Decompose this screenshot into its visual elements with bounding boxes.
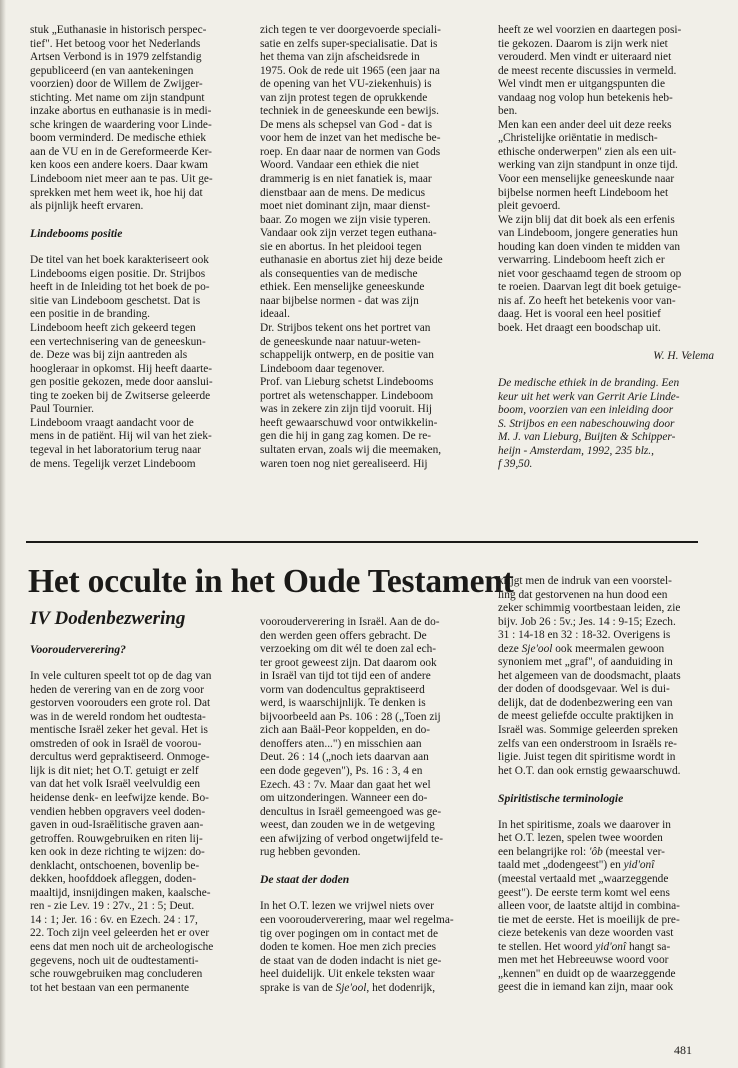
text-line: ling dat gestorvenen na hun dood een xyxy=(498,588,668,601)
text-line: (meestal vertaald met „waarzeggende xyxy=(498,873,669,886)
text-line: „kennen" en duidt op de waarzeggende xyxy=(498,967,676,980)
article-title: Het occulte in het Oude Testament xyxy=(28,563,514,600)
text-line: aan de VU en in de Gereformeerde Ker- xyxy=(30,145,212,158)
text-line: geest die in iemand kan zijn, maar ook xyxy=(498,981,674,994)
text-line: dienstbaar aan de mens. De medicus xyxy=(260,186,426,199)
text-line: heel duidelijk. Uit enkele teksten waar xyxy=(260,968,435,981)
text-line: niet voor geschaamd tegen de stroom op xyxy=(498,267,682,280)
binding-shadow xyxy=(0,0,6,1068)
text-line: M. J. van Lieburg, Buijten & Schipper- xyxy=(498,431,676,444)
text-line: mens in de patiënt. Hij wil van het ziek- xyxy=(30,430,212,443)
review-col2-text xyxy=(260,24,480,471)
text-line: baar. Zo mogen we zijn visie typeren. xyxy=(260,213,431,226)
text-line: f 39,50. xyxy=(498,458,533,471)
text-line: in Israël van tijd tot tijd een of andere xyxy=(260,670,431,683)
text-line: delijk, dat de dodenbezwering een van xyxy=(498,696,673,709)
text-line: ethische onderwerpen" zien als een uit- xyxy=(498,145,677,158)
text-line: verwarring. Lindeboom heeft zich er xyxy=(498,254,665,267)
text-line: sitie van Lindeboom geschetst. Dat is xyxy=(30,294,201,307)
text-line: werking van zijn standpunt in onze tijd. xyxy=(498,159,678,172)
text-line: werd, is waarschijnlijk. Te denken is xyxy=(260,697,426,710)
text-line: was in zekere zin zijn tijd vooruit. Hij xyxy=(260,403,433,416)
text-line: de. Deze was bij zijn aantreden als xyxy=(30,349,188,362)
text-line: bijv. Job 26 : 5v.; Jes. 14 : 9-15; Ezech. xyxy=(498,615,676,628)
text-line: denoffers aten...") en misschien aan xyxy=(260,737,422,750)
text-line: 31 : 14-18 en 32 : 18-32. Overigens is xyxy=(498,629,671,642)
book-reference xyxy=(498,377,714,472)
author-signature: W. H. Velema xyxy=(653,349,714,362)
text-line: heijn - Amsterdam, 1992, 235 blz., xyxy=(498,444,654,457)
article-col1-text xyxy=(30,670,240,995)
text-line: houding kan doen vinden te midden van xyxy=(498,240,681,253)
text-line: de geneeskunde naar natuur-weten- xyxy=(260,335,421,348)
text-line: gegevens, noch uit de oudtestamenti- xyxy=(30,954,199,967)
text-line: Voor een menselijke geneeskunde naar xyxy=(498,173,675,186)
text-line: In het O.T. lezen we vrijwel niets over xyxy=(260,900,434,913)
text-line: boom, voorzien van een inleiding door xyxy=(498,404,674,417)
text-line: Israël was. Sommige geleerden spreken xyxy=(498,724,678,737)
text-line: het algemeen van de doodsmacht, plaats xyxy=(498,669,681,682)
text-line: verzoeking om dit wél te doen zal ech- xyxy=(260,643,437,656)
text-line: boom verminderd. De medische ethiek xyxy=(30,132,207,145)
text-line: Vandaar ook zijn verzet tegen euthana- xyxy=(260,227,437,240)
text-line: ligie. Juist tegen dit spiritisme wordt in xyxy=(498,751,676,764)
text-line: synoniem met „graf", of aanduiding in xyxy=(498,656,673,669)
text-line: 14 : 1; Jer. 16 : 6v. en Ezech. 24 : 17, xyxy=(30,913,198,926)
text-line: men met het Hebreeuwse woord voor xyxy=(498,954,669,967)
review-col3-text xyxy=(498,24,714,336)
text-line: boek. Het draagt een boodschap uit. xyxy=(498,322,661,335)
text-line: gaven in oud-Israëlitische graven aan- xyxy=(30,819,204,832)
text-line: tie met de eerste. Het is moeilijk de pre- xyxy=(498,913,680,926)
text-line: heden de verering van en de zorg voor xyxy=(30,683,204,696)
text-line: het thema van zijn afscheidsrede in xyxy=(260,51,420,64)
text-line: eens dat men noch uit de archeologische xyxy=(30,941,214,954)
text-line: Prof. van Lieburg schetst Lindebooms xyxy=(260,376,434,389)
text-line: keur uit het werk van Gerrit Arie Linde- xyxy=(498,390,680,403)
text-line: gen die hij in gang zag komen. De re- xyxy=(260,430,432,443)
text-line: om uitzonderingen. Wanneer een do- xyxy=(260,792,428,805)
text-line: mentische Israël zeker het geval. Het is xyxy=(30,724,208,737)
text-line: „Christelijke oriëntatie in medisch- xyxy=(498,132,658,145)
article-col3-para1a xyxy=(498,575,714,643)
text-line: een dode gegeven"), Ps. 16 : 3, 4 en xyxy=(260,765,423,778)
text-line: Men kan een ander deel uit deze reeks xyxy=(498,118,672,131)
text-line: Ezech. 43 : 7v. Maar dan gaat het wel xyxy=(260,778,431,791)
text-line: de staat van de doden indacht is niet ge- xyxy=(260,954,442,967)
text-line: inzake abortus en euthanasie is in medi- xyxy=(30,105,212,118)
text-line: Lindeboom heeft zich gekeerd tegen xyxy=(30,322,196,335)
text-line: bijvoorbeeld aan Ps. 106 : 28 („Toen zij xyxy=(260,710,441,723)
text-line: cieze betekenis van deze woorden vast xyxy=(498,927,674,940)
text-line: Paul Tournier. xyxy=(30,403,94,416)
review-col1-para1 xyxy=(30,24,240,214)
text-line: gepubliceerd (en van aantekeningen xyxy=(30,64,194,77)
article-col2-para1 xyxy=(260,616,480,860)
text-line: van Lindeboom, jongere generaties hun xyxy=(498,227,678,240)
subheading-spiritistische-terminologie: Spiritistische terminologie xyxy=(498,791,624,805)
text-line: We zijn blij dat dit boek als een erfenis xyxy=(498,213,675,226)
text-line: zich aan Baäl-Peor koppelden, en do- xyxy=(260,724,431,737)
text-line: Wel vindt men er uitgangspunten die xyxy=(498,78,665,91)
text-line: satie en zelfs super-specialisatie. Dat is xyxy=(260,37,438,50)
text-line: als consequenties van de medische xyxy=(260,267,418,280)
text-line: ethiek. Een menselijke geneeskunde xyxy=(260,281,425,294)
text-line: te stellen. Het woord yid'onî hangt sa- xyxy=(498,940,671,953)
text-line: een belangrijke rol: 'ôb (meestal ver- xyxy=(498,845,665,858)
text-line: de mens. Tegelijk verzet Lindeboom xyxy=(30,457,196,470)
text-line: getroffen. Rouwgebruiken en riten lij- xyxy=(30,832,203,845)
text-line: Artsen Verbond is in 1979 zelfstandig xyxy=(30,51,202,64)
text-line: vorm van dodencultus gepraktiseerd xyxy=(260,683,425,696)
text-line: zich tegen te ver doorgevoerde speciali- xyxy=(260,24,441,36)
article-column-2 xyxy=(260,616,480,995)
text-line: Lindeboom vraagt aandacht voor de xyxy=(30,416,194,429)
text-line: heeft gewaarschuwd voor ontwikkelin- xyxy=(260,416,438,429)
text-line: De medische ethiek in de branding. Een xyxy=(498,377,680,390)
text-line: Woord. Vandaar een ethiek die niet xyxy=(260,159,419,172)
text-line: dercultus werd gepraktiseerd. Onmoge- xyxy=(30,751,210,764)
text-line: tief". Het betoog voor het Nederlands xyxy=(30,37,201,50)
text-line: een vertechnisering van de geneeskun- xyxy=(30,335,206,348)
text-line: der doden of doodsgevaar. Wel is dui- xyxy=(498,683,670,696)
text-line: In vele culturen speelt tot op de dag van xyxy=(30,670,212,683)
text-line: tegeval in het laboratorium terug naar xyxy=(30,443,202,456)
text-line: tie gekozen. Daarom is zijn werk niet xyxy=(498,37,668,50)
text-line: van zijn protest tegen de oprukkende xyxy=(260,91,428,104)
text-line: sie en abortus. In het pleidooi tegen xyxy=(260,240,422,253)
text-line: heeft ze wel voorzien en daartegen posi- xyxy=(498,24,682,36)
text-line: Lindebooms eigen positie. Dr. Strijbos xyxy=(30,267,206,280)
article-column-3 xyxy=(498,575,714,995)
text-line: ter groot geweest zijn. Dat daarom ook xyxy=(260,656,437,669)
text-line: daag. Het is vooral een heel positief xyxy=(498,308,661,321)
text-line: portret als wetenschapper. Lindeboom xyxy=(260,389,434,402)
text-line: tot het bestaan van een permanente xyxy=(30,981,190,994)
text-line: S. Strijbos en een nabeschouwing door xyxy=(498,417,675,430)
text-line: ideaal. xyxy=(260,308,290,321)
text-line: den werden geen offers gebracht. De xyxy=(260,629,427,642)
text-line: stichting. Met name om zijn standpunt xyxy=(30,91,205,104)
text-line: techniek in de geneeskunde een bewijs. xyxy=(260,105,439,118)
text-line: voorouderverering in Israël. Aan de do- xyxy=(260,616,440,628)
text-line: ken ook in deze richting te wijzen: do- xyxy=(30,846,205,859)
text-line: sprekken met hem weet ik, hoe hij dat xyxy=(30,186,203,199)
text-line: maaltijd, insnijdingen maken, kaalsche- xyxy=(30,886,211,899)
text-line: van dat het volk Israël veelvuldig een xyxy=(30,778,201,791)
text-line: de meest geliefde occulte praktijken in xyxy=(498,710,674,723)
page-number: 481 xyxy=(674,1043,692,1057)
text-line: De mens als schepsel van God - dat is xyxy=(260,118,433,131)
text-line: 1975. Ook de rede uit 1965 (een jaar na xyxy=(260,64,440,77)
subheading-voorouderverering: Voorouderverering? xyxy=(30,643,126,656)
article-col2-para2 xyxy=(260,900,480,981)
text-line: Lindeboom niet meer aan te pas. Uit ge- xyxy=(30,173,213,186)
article-part-heading: IV Dodenbezwering xyxy=(30,608,186,629)
text-line: heidense denk- en leefwijze kende. Bo- xyxy=(30,792,209,805)
text-line: sche kringen de waardering voor Linde- xyxy=(30,118,212,131)
text-line: alleen voor, de laatste altijd in combina- xyxy=(498,900,680,913)
text-line: hoogleraar in opkomst. Hij heeft daarte- xyxy=(30,362,213,375)
review-col1-para2 xyxy=(30,254,240,471)
text-line: weest, dan zouden we in de wetgeving xyxy=(260,819,435,832)
text-line: zeker schimmig voortbestaan leiden, zie xyxy=(498,602,681,615)
subheading-de-staat-der-doden: De staat der doden xyxy=(260,873,350,887)
text-line: tig over pogingen om in contact met de xyxy=(260,927,438,940)
text-line: rug hebben gevonden. xyxy=(260,846,361,859)
text-line: te roeien. Daarvan legt dit boek getuige- xyxy=(498,281,682,294)
text-line: ting te zoeken bij de Zwitserse geleerde xyxy=(30,389,211,402)
text-line: roep. En daar naar de normen van Gods xyxy=(260,145,441,158)
text-line: De titel van het boek karakteriseert ook xyxy=(30,254,209,267)
text-line: dekken, hoofddoek afleggen, doden- xyxy=(30,873,197,886)
text-line: sultaten ervan, zoals wij die meemaken, xyxy=(260,443,442,456)
review-column-3 xyxy=(498,24,714,472)
text-line: omstreden of ook in Israël de voorou- xyxy=(30,737,202,750)
text-line: Dr. Strijbos tekent ons het portret van xyxy=(260,322,431,335)
text-line: pleit gevoerd. xyxy=(498,200,561,213)
text-line: een positie in de branding. xyxy=(30,308,151,321)
text-line: het O.T. dan ook ernstig gewaarschuwd. xyxy=(498,764,681,777)
review-column-1 xyxy=(30,24,240,471)
text-line: zelfs van een onderstroom in Israëls re- xyxy=(498,737,677,750)
text-line: dencultus in Israël gemeengoed was ge- xyxy=(260,805,442,818)
text-line: drammerig is en niet fanatiek is, maar xyxy=(260,173,432,186)
text-line: geest"). De eerste term komt wel eens xyxy=(498,886,670,899)
subheading-lindebooms-positie: Lindebooms positie xyxy=(30,227,123,241)
text-line: een voorouderverering, maar wel regelma- xyxy=(260,914,454,927)
text-line: doden te komen. Hoe men zich precies xyxy=(260,941,437,954)
text-line: 22. Toch zijn veel geleerden het er over xyxy=(30,927,210,940)
text-line: verouderd. Men vindt er uiteraard niet xyxy=(498,51,672,64)
text-line: een afwijzing of verbod ongetwijfeld te- xyxy=(260,832,444,845)
text-line: nis af. Zo heeft het betekenis voor van- xyxy=(498,294,676,307)
text-line: vandaag nog volop hun betekenis heb- xyxy=(498,91,673,104)
text-line: als pijnlijk heeft ervaren. xyxy=(30,200,144,213)
text-line: sche rouwgebruiken mag concluderen xyxy=(30,968,203,981)
text-line: het O.T. lezen, spelen twee woorden xyxy=(498,832,663,845)
text-line: schappelijk ontwerp, en de positie van xyxy=(260,349,434,362)
text-line: vendien hebben opgravers veel doden- xyxy=(30,805,206,818)
text-line: euthanasie en abortus ziet hij deze beide xyxy=(260,254,443,267)
text-line: lijk is dit niet; het O.T. getuigt er zelf xyxy=(30,764,199,777)
text-line: taald met „dodengeest") en yid'onî xyxy=(498,859,655,872)
text-line: In het spiritisme, zoals we daarover in xyxy=(498,818,671,831)
text-line: ben. xyxy=(498,105,518,118)
text-line: ken koos een andere koers. Daar kwam xyxy=(30,159,208,172)
text-line: waren toen nog niet gerealiseerd. Hij xyxy=(260,457,428,470)
text-line: Lindeboom daar tegenover. xyxy=(260,362,385,375)
text-line: stuk „Euthanasie in historisch perspec- xyxy=(30,24,207,36)
article-col3-para1b xyxy=(498,656,714,778)
section-divider xyxy=(26,541,698,543)
text-line: voorzien) door de Willem de Zwijger- xyxy=(30,78,203,91)
text-line: voor hem de inzet van het medische be- xyxy=(260,132,441,145)
text-line: moet niet dominant zijn, maar dienst- xyxy=(260,200,431,213)
text-line: naar bijbelse normen - dat was zijn xyxy=(260,294,419,307)
text-line: was in de wereld rondom het oudtesta- xyxy=(30,710,206,723)
article-col3-line-sjeool: deze Sje'ool ook meermalen gewoon xyxy=(498,642,665,655)
text-line: gestorven voorouders een grote rol. Dat xyxy=(30,697,211,710)
text-line: heeft in de Inleiding tot het boek de po- xyxy=(30,281,210,294)
article-column-1 xyxy=(30,643,240,995)
text-line: denklacht, ontschoenen, bovenlip be- xyxy=(30,859,200,872)
text-line: krijgt men de indruk van een voorstel- xyxy=(498,575,672,587)
text-line: Deut. 26 : 14 („noch iets daarvan aan xyxy=(260,751,429,764)
article-col2-para2-last-line: sprake is van de Sje'ool, het dodenrijk, xyxy=(260,981,436,994)
text-line: bijbelse normen heeft Lindeboom het xyxy=(498,186,669,199)
text-line: de meest recente discussies in vermeld. xyxy=(498,64,677,77)
review-column-2 xyxy=(260,24,480,471)
text-line: de opening van het VU-ziekenhuis) is xyxy=(260,78,432,91)
text-line: ren - zie Lev. 19 : 27v., 21 : 5; Deut. xyxy=(30,900,195,913)
text-line: gen positie gekozen, mede door aanslui- xyxy=(30,376,213,389)
